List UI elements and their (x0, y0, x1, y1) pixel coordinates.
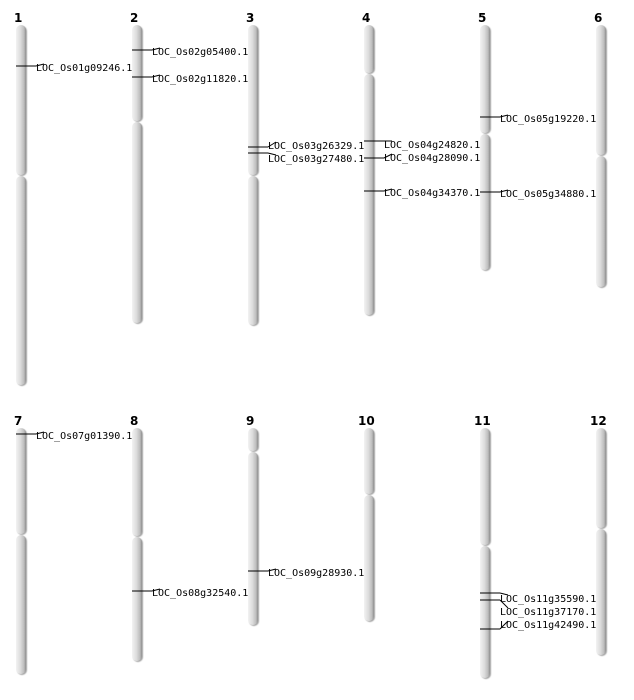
gene-label: LOC_Os11g35590.1 (500, 594, 597, 605)
chromosome-number: 12 (590, 414, 607, 428)
chromosome-8 (130, 414, 248, 661)
chromosome-arm-p (132, 25, 142, 121)
gene-label: LOC_Os11g37170.1 (500, 607, 597, 618)
gene-label: LOC_Os04g28090.1 (384, 153, 481, 164)
chromosome-2 (130, 11, 248, 323)
chromosome-number: 8 (130, 414, 139, 428)
chromosome-number: 6 (594, 11, 603, 25)
chromosome-arm-p (596, 428, 606, 528)
chromosome-arm-p (248, 428, 258, 451)
gene-label: LOC_Os03g26329.1 (268, 141, 365, 152)
chromosome-arm-p (596, 25, 606, 155)
chromosome-arm-q (132, 122, 142, 323)
chromosome-10 (358, 414, 375, 621)
gene-label: LOC_Os11g42490.1 (500, 620, 597, 631)
chromosome-number: 7 (14, 414, 23, 428)
gene-label: LOC_Os02g11820.1 (152, 74, 249, 85)
gene-label: LOC_Os09g28930.1 (268, 568, 365, 579)
chromosome-arm-p (132, 428, 142, 536)
chromosome-number: 3 (246, 11, 255, 25)
chromosome-number: 2 (130, 11, 139, 25)
chromosome-12 (590, 414, 607, 655)
chromosome-number: 5 (478, 11, 487, 25)
chromosome-arm-q (132, 537, 142, 661)
chromosome-arm-p (16, 428, 26, 534)
chromosome-number: 10 (358, 414, 375, 428)
chromosome-9 (246, 414, 364, 625)
chromosome-11 (474, 414, 596, 678)
chromosome-5 (478, 11, 596, 270)
chromosome-arm-q (596, 529, 606, 655)
chromosome-3 (246, 11, 364, 325)
chromosome-arm-p (480, 428, 490, 545)
chromosome-4 (362, 11, 480, 315)
chromosome-arm-q (248, 176, 258, 325)
chromosome-arm-q (596, 156, 606, 287)
chromosome-arm-q (480, 134, 490, 270)
chromosome-number: 9 (246, 414, 255, 428)
chromosome-1 (14, 11, 132, 385)
gene-label: LOC_Os04g34370.1 (384, 188, 481, 199)
chromosome-arm-q (480, 546, 490, 678)
chromosome-7 (14, 414, 132, 674)
chromosome-arm-p (364, 428, 374, 494)
chromosome-arm-p (364, 25, 374, 73)
chromosome-number: 1 (14, 11, 23, 25)
gene-label: LOC_Os02g05400.1 (152, 47, 249, 58)
gene-label: LOC_Os03g27480.1 (268, 154, 365, 165)
chromosome-arm-q (16, 176, 26, 385)
gene-label: LOC_Os07g01390.1 (36, 431, 133, 442)
chromosome-arm-p (16, 25, 26, 175)
gene-label: LOC_Os04g24820.1 (384, 140, 481, 151)
gene-label: LOC_Os01g09246.1 (36, 63, 133, 74)
gene-label: LOC_Os05g34880.1 (500, 189, 597, 200)
chromosome-arm-q (16, 535, 26, 674)
chromosome-6 (594, 11, 606, 287)
chromosome-arm-q (364, 495, 374, 621)
chromosome-arm-q (364, 74, 374, 315)
chromosome-number: 11 (474, 414, 491, 428)
chromosome-number: 4 (362, 11, 371, 25)
gene-label: LOC_Os05g19220.1 (500, 114, 597, 125)
chromosome-arm-q (248, 452, 258, 625)
gene-label: LOC_Os08g32540.1 (152, 588, 249, 599)
